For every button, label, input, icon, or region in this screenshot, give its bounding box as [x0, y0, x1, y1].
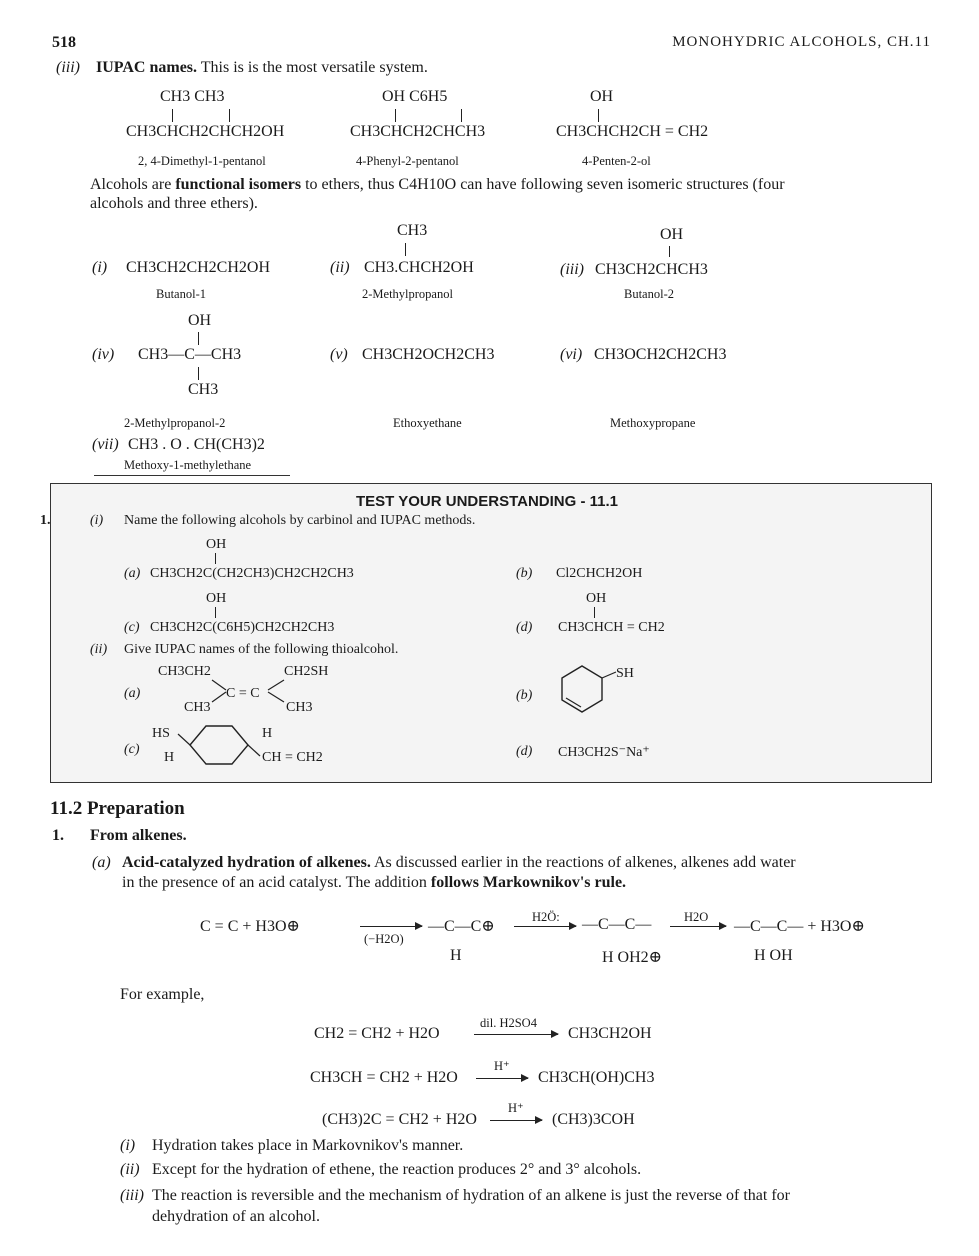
q2c-group: CH = CH2 [262, 750, 323, 765]
isomer-marker: (iii) [560, 261, 584, 278]
mech-product: —C—C— + H3O⊕ [734, 918, 865, 935]
cyclohexane-ring [176, 722, 262, 768]
isomer-top-group: CH3 [397, 222, 428, 239]
test-box-title: TEST YOUR UNDERSTANDING - 11.1 [356, 493, 618, 510]
q1c-marker: (c) [124, 620, 140, 635]
isomer-name: Ethoxyethane [393, 416, 462, 430]
point-number: 1. [52, 827, 64, 844]
isomers-intro-text: to ethers, thus C4H10O can have following seven isomeric structures (four [301, 176, 785, 193]
sub-line1 [122, 853, 796, 873]
reaction-rhs: CH3CH(OH)CH3 [538, 1069, 655, 1086]
point-title: From alkenes. [90, 827, 187, 844]
isomer-name: 2-Methylpropanol-2 [124, 416, 226, 430]
isomer-formula: CH3.CHCH2OH [364, 259, 474, 276]
isomer-bottom-group: CH3 [188, 381, 219, 398]
reaction-rhs: CH3CH2OH [568, 1025, 652, 1042]
sub-line2 [122, 873, 626, 893]
cyclohexene-ring [552, 660, 622, 716]
bond [395, 109, 396, 122]
isomer-top-group: OH [660, 226, 684, 243]
sub-line2-bold: follows Markownikov's rule. [430, 874, 627, 891]
isomer-formula: CH3CH2CH2CH2OH [126, 259, 271, 276]
isomer-marker: (v) [330, 346, 348, 363]
isomer-name: Butanol-2 [624, 287, 674, 301]
section-title: 11.2 Preparation [50, 798, 185, 819]
bond [215, 553, 216, 564]
q2d-formula: CH3CH2S⁻Na⁺ [558, 745, 650, 760]
isomers-intro-text: Alcohols are [90, 176, 176, 193]
running-head: MONOHYDRIC ALCOHOLS, CH.11 [672, 34, 931, 50]
sub-marker: (a) [92, 854, 111, 871]
iupac-ex2-name: 4-Phenyl-2-pentanol [356, 154, 459, 168]
iupac-ex2-formula: CH3CHCH2CHCH3 [350, 123, 486, 140]
isomer-name: Butanol-1 [156, 287, 206, 301]
mech-arrow1-label: (−H2O) [364, 932, 404, 946]
reaction-condition: H⁺ [494, 1059, 510, 1073]
q1-marker: (i) [90, 513, 104, 528]
sub-line2-text: in the presence of an acid catalyst. The addition [122, 874, 431, 891]
reaction-arrow [490, 1120, 542, 1121]
iupac-marker: (iii) [56, 59, 80, 76]
note-text: The reaction is reversible and the mechanism of hydration of an alkene is just the reverse of that for [152, 1187, 790, 1204]
reaction-condition: H⁺ [508, 1101, 524, 1115]
mech-carbocation-h: H [450, 947, 462, 964]
reaction-lhs: (CH3)2C = CH2 + H2O [322, 1111, 477, 1128]
reaction-arrow [476, 1078, 528, 1079]
iupac-text: This is is the most versatile system. [200, 59, 428, 76]
isomer-formula: CH3OCH2CH2CH3 [594, 346, 727, 363]
mech-arrow-2 [514, 926, 576, 927]
mech-arrow-3 [670, 926, 726, 927]
divider [94, 475, 290, 476]
q2c-marker: (c) [124, 742, 140, 757]
iupac-heading-line [56, 58, 428, 78]
q1d-formula: CH3CHCH = CH2 [558, 620, 665, 635]
iupac-title: IUPAC names. [96, 59, 198, 76]
isomer-marker: (i) [92, 259, 108, 276]
mech-arrow-1 [360, 926, 422, 927]
isomer-marker: (vi) [560, 346, 583, 363]
q2a-double-bond: C = C [226, 686, 260, 701]
isomer-marker: (vii) [92, 436, 119, 453]
page-number: 518 [52, 34, 76, 51]
q1a-marker: (a) [124, 566, 141, 581]
mech-carbocation: —C—C⊕ [428, 918, 495, 935]
isomer-name: Methoxy-1-methylethane [124, 458, 252, 472]
bond [229, 109, 230, 122]
q2a-group: CH3CH2 [158, 664, 211, 679]
q1b-marker: (b) [516, 566, 533, 581]
q1-text: Name the following alcohols by carbinol and IUPAC methods. [124, 513, 476, 528]
mech-oxonium-sub: H OH2⊕ [602, 949, 663, 966]
mech-oxonium: —C—C— [582, 916, 652, 933]
reaction-condition: dil. H2SO4 [480, 1016, 537, 1030]
bond [594, 607, 595, 618]
iupac-ex3-name: 4-Penten-2-ol [582, 154, 651, 168]
q2b-thiol: SH [616, 666, 634, 681]
isomer-marker: (ii) [330, 259, 350, 276]
iupac-ex3-top: OH [590, 88, 614, 105]
q2a-marker: (a) [124, 686, 141, 701]
q1c-top: OH [206, 591, 227, 606]
mech-reactants: C = C + H3O⊕ [200, 918, 300, 935]
mech-arrow3-label: H2O [684, 910, 709, 924]
isomer-marker: (iv) [92, 346, 115, 363]
isomers-intro [90, 175, 785, 195]
bond [598, 109, 599, 122]
q2c-group: H [262, 726, 273, 741]
isomers-intro-bold: functional isomers [175, 176, 302, 193]
iupac-ex1-top: CH3 CH3 [160, 88, 225, 105]
q2a-bonds [200, 676, 310, 706]
bond [198, 332, 199, 345]
bond [198, 367, 199, 380]
iupac-ex2-top: OH C6H5 [382, 88, 448, 105]
q1b-formula: Cl2CHCH2OH [556, 566, 643, 581]
reaction-lhs: CH2 = CH2 + H2O [314, 1025, 440, 1042]
q2a-group: CH2SH [284, 664, 329, 679]
bond [172, 109, 173, 122]
iupac-ex3-formula: CH3CHCH2CH = CH2 [556, 123, 709, 140]
q1a-formula: CH3CH2C(CH2CH3)CH2CH2CH3 [150, 566, 354, 581]
reaction-lhs: CH3CH = CH2 + H2O [310, 1069, 458, 1086]
q2b-marker: (b) [516, 688, 533, 703]
q-number: 1. [40, 513, 51, 528]
mech-product-sub: H OH [754, 947, 793, 964]
isomer-formula: CH3 . O . CH(CH3)2 [128, 436, 265, 453]
q2-marker: (ii) [90, 642, 108, 657]
sub-text: As discussed earlier in the reactions of alkenes, alkenes add water [374, 854, 796, 871]
q2c-group: HS [152, 726, 170, 741]
reaction-arrow [474, 1034, 558, 1035]
section-heading [50, 798, 185, 820]
q2c-group: H [164, 750, 175, 765]
for-example: For example, [120, 986, 205, 1003]
note-marker: (iii) [120, 1187, 144, 1204]
note-marker: (ii) [120, 1161, 140, 1178]
bond [461, 109, 462, 122]
iupac-ex1-formula: CH3CHCH2CHCH2OH [126, 123, 285, 140]
sub-title: Acid-catalyzed hydration of alkenes. [122, 854, 371, 871]
isomer-name: Methoxypropane [610, 416, 696, 430]
bond [669, 246, 670, 257]
note-text: Except for the hydration of ethene, the reaction produces 2° and 3° alcohols. [152, 1161, 642, 1178]
q2d-marker: (d) [516, 744, 533, 759]
iupac-ex1-name: 2, 4-Dimethyl-1-pentanol [138, 154, 266, 168]
note-text: Hydration takes place in Markovnikov's manner. [152, 1137, 464, 1154]
q2a-group: CH3 [286, 700, 313, 715]
q1c-formula: CH3CH2C(C6H5)CH2CH2CH3 [150, 620, 335, 635]
q1a-top: OH [206, 537, 227, 552]
bond [215, 607, 216, 618]
isomer-formula: CH3CH2CHCH3 [595, 261, 708, 278]
mech-arrow2-label: H2Ö: [532, 910, 560, 924]
bond [405, 243, 406, 256]
isomer-top-group: OH [188, 312, 212, 329]
isomers-intro-line2: alcohols and three ethers). [90, 195, 258, 212]
q2a-group: CH3 [184, 700, 211, 715]
isomer-formula: CH3CH2OCH2CH3 [362, 346, 495, 363]
note-marker: (i) [120, 1137, 136, 1154]
q2-text: Give IUPAC names of the following thioalcohol. [124, 642, 399, 657]
isomer-formula: CH3—C—CH3 [138, 346, 242, 363]
isomer-name: 2-Methylpropanol [362, 287, 453, 301]
note-text: dehydration of an alcohol. [152, 1208, 320, 1225]
q1d-marker: (d) [516, 620, 533, 635]
q1d-top: OH [586, 591, 607, 606]
reaction-rhs: (CH3)3COH [552, 1111, 635, 1128]
